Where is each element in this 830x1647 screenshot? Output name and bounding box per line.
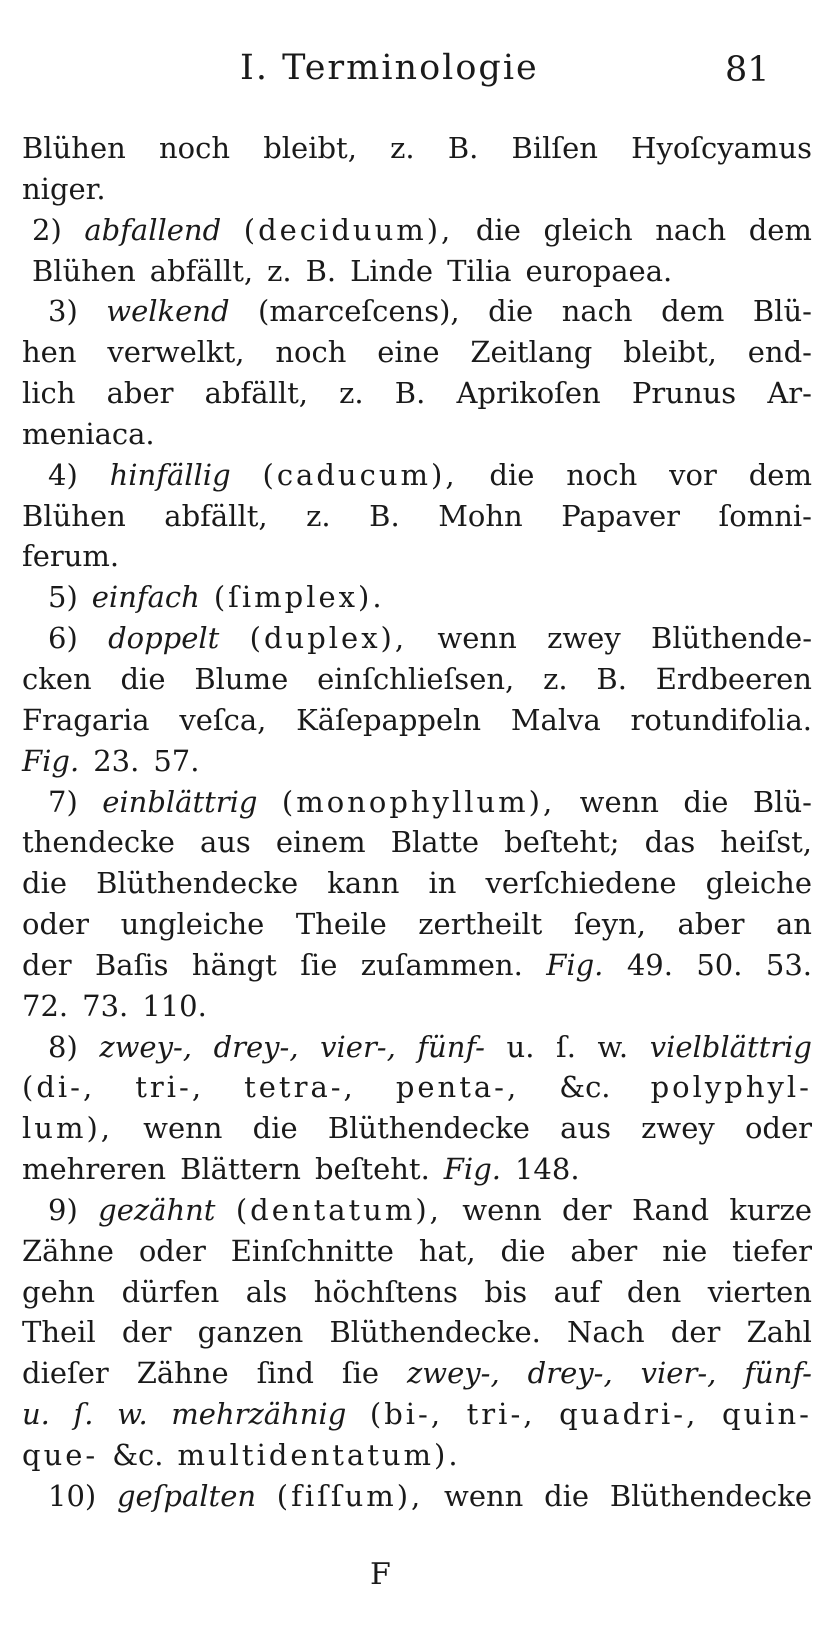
word: zwey bbox=[641, 1111, 715, 1146]
word: Tilia bbox=[447, 253, 512, 288]
text-line bbox=[22, 496, 812, 537]
word: end- bbox=[747, 335, 812, 370]
word: Theile bbox=[295, 907, 387, 942]
word: einem bbox=[275, 825, 366, 860]
text-line bbox=[22, 1190, 812, 1231]
word: thendecke bbox=[22, 825, 175, 860]
word: Fig. bbox=[22, 743, 80, 778]
word: abfällt, bbox=[149, 253, 254, 288]
word: (monophyllum), bbox=[281, 784, 556, 819]
word: Blüthendecke bbox=[327, 1111, 530, 1146]
word: einfach bbox=[91, 580, 200, 615]
word: tetra-, bbox=[244, 1070, 356, 1105]
word: europaea. bbox=[525, 253, 673, 288]
word: nie bbox=[662, 1233, 708, 1268]
word: die bbox=[475, 212, 521, 247]
word: Zähne bbox=[22, 1233, 114, 1268]
word: oder bbox=[138, 1233, 206, 1268]
word: höchſtens bbox=[313, 1274, 458, 1309]
text-line bbox=[22, 1027, 812, 1068]
word: dem bbox=[748, 212, 812, 247]
word: que- bbox=[22, 1438, 99, 1472]
word: doppelt bbox=[108, 621, 220, 656]
word: ſind bbox=[256, 1356, 314, 1391]
word: 50. bbox=[696, 947, 743, 982]
word: ungleiche bbox=[120, 907, 265, 942]
word: quadri-, bbox=[559, 1397, 699, 1432]
word: hat, bbox=[418, 1233, 476, 1268]
word: zwey bbox=[547, 621, 621, 656]
word: Mohn bbox=[438, 498, 523, 533]
word: rotundifolia. bbox=[630, 702, 812, 737]
word: beſteht. bbox=[314, 1152, 430, 1187]
word: tri-, bbox=[135, 1070, 205, 1105]
word: Zahl bbox=[746, 1315, 812, 1350]
word: z. bbox=[390, 131, 415, 165]
word: Blühen bbox=[32, 253, 136, 288]
text-line bbox=[22, 1067, 812, 1108]
word: an bbox=[775, 907, 812, 942]
word: hen bbox=[22, 335, 77, 370]
word: multidentatum). bbox=[177, 1438, 461, 1472]
word: Blüthende- bbox=[651, 621, 812, 656]
word: zwey-, bbox=[407, 1356, 500, 1391]
body-text bbox=[22, 128, 812, 1517]
word: Fig. bbox=[443, 1152, 501, 1187]
word: z. bbox=[267, 253, 292, 288]
text-line bbox=[22, 291, 812, 332]
text-line bbox=[22, 373, 812, 414]
word: 3) bbox=[48, 294, 78, 329]
text-line bbox=[22, 536, 812, 577]
word: vielblättrig bbox=[649, 1029, 812, 1064]
word: hinfällig bbox=[109, 457, 231, 492]
word: Blume bbox=[194, 661, 289, 696]
word: &c. bbox=[559, 1070, 611, 1105]
word: 2) bbox=[32, 212, 62, 247]
text-line bbox=[22, 1312, 812, 1353]
word: drey-, bbox=[527, 1356, 613, 1391]
word: w. bbox=[117, 1397, 148, 1432]
word: gleich bbox=[543, 212, 633, 247]
word: Fragaria bbox=[22, 702, 150, 737]
word: Blättern bbox=[180, 1152, 301, 1187]
word: der bbox=[670, 1315, 721, 1350]
word: als bbox=[245, 1274, 288, 1309]
text-line bbox=[22, 1353, 812, 1394]
word: noch bbox=[158, 131, 231, 165]
text-line bbox=[22, 251, 812, 292]
word: Blü- bbox=[752, 294, 812, 329]
word: fünf- bbox=[744, 1356, 812, 1391]
word: quin- bbox=[721, 1397, 812, 1432]
word: &c. bbox=[112, 1438, 164, 1472]
word: wenn bbox=[437, 621, 517, 656]
word: in bbox=[428, 866, 457, 901]
word: Käſepappeln bbox=[296, 702, 482, 737]
word: einblättrig bbox=[102, 784, 258, 819]
word: aus bbox=[199, 825, 251, 860]
word: bleibt, bbox=[623, 335, 717, 370]
word: B. bbox=[596, 661, 627, 696]
text-line bbox=[22, 577, 812, 618]
word: die bbox=[488, 294, 534, 329]
word: 57. bbox=[153, 743, 200, 778]
word: verwelkt, bbox=[107, 335, 245, 370]
word: aber bbox=[570, 1233, 638, 1268]
word: 10) bbox=[48, 1478, 97, 1513]
word: mehreren bbox=[22, 1152, 167, 1187]
word: kurze bbox=[729, 1192, 812, 1227]
word: vierten bbox=[707, 1274, 812, 1309]
text-line bbox=[22, 1476, 812, 1517]
word: Zähne bbox=[136, 1356, 229, 1391]
word: B. bbox=[305, 253, 337, 288]
word: ganzen bbox=[197, 1315, 304, 1350]
word: zertheilt bbox=[418, 907, 543, 942]
word: die bbox=[544, 1478, 590, 1513]
word: der bbox=[562, 1192, 612, 1227]
word: u. bbox=[22, 1397, 50, 1432]
word: das bbox=[644, 825, 696, 860]
word: veſca, bbox=[179, 702, 267, 737]
word: meniaca. bbox=[22, 416, 155, 451]
word: niger. bbox=[22, 171, 106, 206]
word: 73. bbox=[82, 988, 129, 1023]
text-line bbox=[22, 904, 812, 945]
word: oder bbox=[744, 1111, 812, 1146]
word: geſpalten bbox=[116, 1478, 257, 1513]
text-line bbox=[22, 700, 812, 741]
word: Baſis bbox=[95, 947, 169, 982]
text-line bbox=[22, 1149, 812, 1190]
word: aus bbox=[560, 1111, 611, 1146]
word: z. bbox=[543, 661, 568, 696]
word: welkend bbox=[106, 294, 230, 329]
word: heiſst, bbox=[720, 825, 812, 860]
text-line bbox=[22, 1231, 812, 1272]
word: 110. bbox=[142, 988, 207, 1023]
word: wenn bbox=[462, 1192, 542, 1227]
word: wenn bbox=[143, 1111, 223, 1146]
word: lich bbox=[22, 376, 76, 411]
word: Hyoſcyamus bbox=[631, 131, 812, 165]
word: ſie bbox=[341, 1356, 380, 1391]
word: beſteht; bbox=[504, 825, 620, 860]
word: bleibt, bbox=[263, 131, 357, 165]
word: (di-, bbox=[22, 1070, 96, 1105]
word: auf bbox=[553, 1274, 601, 1309]
text-line bbox=[22, 986, 812, 1027]
word: Papaver bbox=[561, 498, 680, 533]
word: tiefer bbox=[732, 1233, 812, 1268]
word: Blüthendecke. bbox=[329, 1315, 541, 1350]
word: 72. bbox=[22, 988, 69, 1023]
word: cken bbox=[22, 661, 92, 696]
word: nach bbox=[655, 212, 727, 247]
word: die bbox=[252, 1111, 298, 1146]
word: vier-, bbox=[320, 1029, 396, 1064]
word: gezähnt bbox=[98, 1192, 216, 1227]
word: bis bbox=[484, 1274, 528, 1309]
word: Blühen bbox=[22, 131, 126, 165]
text-line bbox=[22, 414, 812, 455]
word: ſomni- bbox=[718, 498, 812, 533]
word: (deciduum), bbox=[243, 212, 454, 247]
word: ſ. bbox=[556, 1029, 576, 1064]
word: die bbox=[489, 457, 535, 492]
word: kann bbox=[327, 866, 400, 901]
word: B. bbox=[447, 131, 479, 165]
word: abfällt, bbox=[204, 376, 308, 411]
word: vier-, bbox=[640, 1356, 717, 1391]
word: ſeyn, bbox=[573, 907, 647, 942]
word: die bbox=[120, 661, 166, 696]
word: Blüthendecke bbox=[609, 1478, 812, 1513]
word: einſchlieſsen, bbox=[317, 661, 515, 696]
word: gehn bbox=[22, 1274, 96, 1309]
word: 4) bbox=[48, 457, 78, 492]
word: noch bbox=[566, 457, 638, 492]
word: 7) bbox=[48, 784, 78, 819]
word: dieſer bbox=[22, 1356, 109, 1391]
word: 148. bbox=[514, 1152, 580, 1187]
word: (marceſcens), bbox=[258, 294, 460, 329]
word: Prunus bbox=[631, 376, 737, 411]
text-line bbox=[22, 169, 812, 210]
word: 9) bbox=[48, 1192, 78, 1227]
word: Rand bbox=[632, 1192, 710, 1227]
word: 8) bbox=[48, 1029, 78, 1064]
word: Zeitlang bbox=[470, 335, 593, 370]
word: (caducum), bbox=[262, 457, 458, 492]
word: aber bbox=[106, 376, 174, 411]
word: hängt bbox=[191, 947, 277, 982]
word: die bbox=[500, 1233, 546, 1268]
word: penta-, bbox=[395, 1070, 520, 1105]
word: zuſammen. bbox=[360, 947, 523, 982]
word: zwey-, bbox=[99, 1029, 192, 1064]
word: abfällt, bbox=[164, 498, 268, 533]
text-line bbox=[22, 210, 812, 251]
word: (fiſſum), bbox=[276, 1478, 424, 1513]
word: z. bbox=[306, 498, 331, 533]
text-line bbox=[22, 945, 812, 986]
word: gleiche bbox=[705, 866, 812, 901]
signature-mark: F bbox=[370, 1557, 391, 1592]
word: Ar- bbox=[767, 376, 812, 411]
word: dürfen bbox=[121, 1274, 220, 1309]
word: der bbox=[121, 1315, 172, 1350]
word: 53. bbox=[765, 947, 812, 982]
word: vor bbox=[669, 457, 717, 492]
word: die bbox=[683, 784, 729, 819]
word: eine bbox=[377, 335, 440, 370]
word: den bbox=[626, 1274, 682, 1309]
word: verſchiedene bbox=[485, 866, 677, 901]
word: aber bbox=[677, 907, 745, 942]
word: tri-, bbox=[466, 1397, 536, 1432]
word: nach bbox=[561, 294, 633, 329]
word: die bbox=[22, 866, 68, 901]
page-header bbox=[0, 48, 830, 98]
text-line bbox=[22, 822, 812, 863]
word: Blüthendecke bbox=[96, 866, 299, 901]
word: mehrzähnig bbox=[171, 1397, 347, 1432]
word: Erdbeeren bbox=[655, 661, 812, 696]
word: Einſchnitte bbox=[230, 1233, 394, 1268]
text-line bbox=[22, 1272, 812, 1313]
text-line bbox=[22, 455, 812, 496]
word: 23. bbox=[93, 743, 140, 778]
word: drey-, bbox=[213, 1029, 299, 1064]
word: B. bbox=[369, 498, 400, 533]
word: (ſimplex). bbox=[213, 580, 385, 615]
text-line bbox=[22, 863, 812, 904]
word: B. bbox=[394, 376, 426, 411]
word: Linde bbox=[350, 253, 434, 288]
word: fünf- bbox=[417, 1029, 485, 1064]
page-number: 81 bbox=[725, 50, 770, 90]
word: Fig. bbox=[546, 947, 604, 982]
word: ſ. bbox=[73, 1397, 94, 1432]
word: Bilſen bbox=[511, 131, 598, 165]
word: polyphyl- bbox=[650, 1070, 812, 1105]
word: Theil bbox=[22, 1315, 96, 1350]
text-line bbox=[22, 741, 812, 782]
word: 5) bbox=[48, 580, 78, 615]
running-title: I. Terminologie bbox=[240, 48, 539, 88]
word: Blatte bbox=[390, 825, 480, 860]
word: (duplex), bbox=[249, 621, 408, 656]
word: Aprikoſen bbox=[456, 376, 601, 411]
word: abfallend bbox=[84, 212, 222, 247]
word: Nach bbox=[567, 1315, 645, 1350]
word: dem bbox=[661, 294, 725, 329]
text-line bbox=[22, 618, 812, 659]
word: (bi-, bbox=[369, 1397, 444, 1432]
word: z. bbox=[339, 376, 364, 411]
word: dem bbox=[748, 457, 812, 492]
text-line bbox=[22, 1394, 812, 1435]
word: w. bbox=[597, 1029, 629, 1064]
text-line bbox=[22, 1108, 812, 1149]
word: ferum. bbox=[22, 539, 120, 574]
word: 49. bbox=[626, 947, 673, 982]
word: ſie bbox=[300, 947, 338, 982]
word: 6) bbox=[48, 621, 78, 656]
word: lum), bbox=[22, 1111, 113, 1146]
word: wenn bbox=[444, 1478, 524, 1513]
word: Blü- bbox=[752, 784, 812, 819]
text-line bbox=[22, 1435, 812, 1476]
text-line bbox=[22, 332, 812, 373]
text-line bbox=[22, 128, 812, 169]
word: (dentatum), bbox=[235, 1192, 442, 1227]
word: oder bbox=[22, 907, 90, 942]
text-line bbox=[22, 659, 812, 700]
word: Blühen bbox=[22, 498, 126, 533]
word: noch bbox=[275, 335, 347, 370]
word: Malva bbox=[510, 702, 601, 737]
word: u. bbox=[506, 1029, 535, 1064]
text-line bbox=[22, 782, 812, 823]
word: wenn bbox=[579, 784, 659, 819]
word: der bbox=[22, 947, 72, 982]
